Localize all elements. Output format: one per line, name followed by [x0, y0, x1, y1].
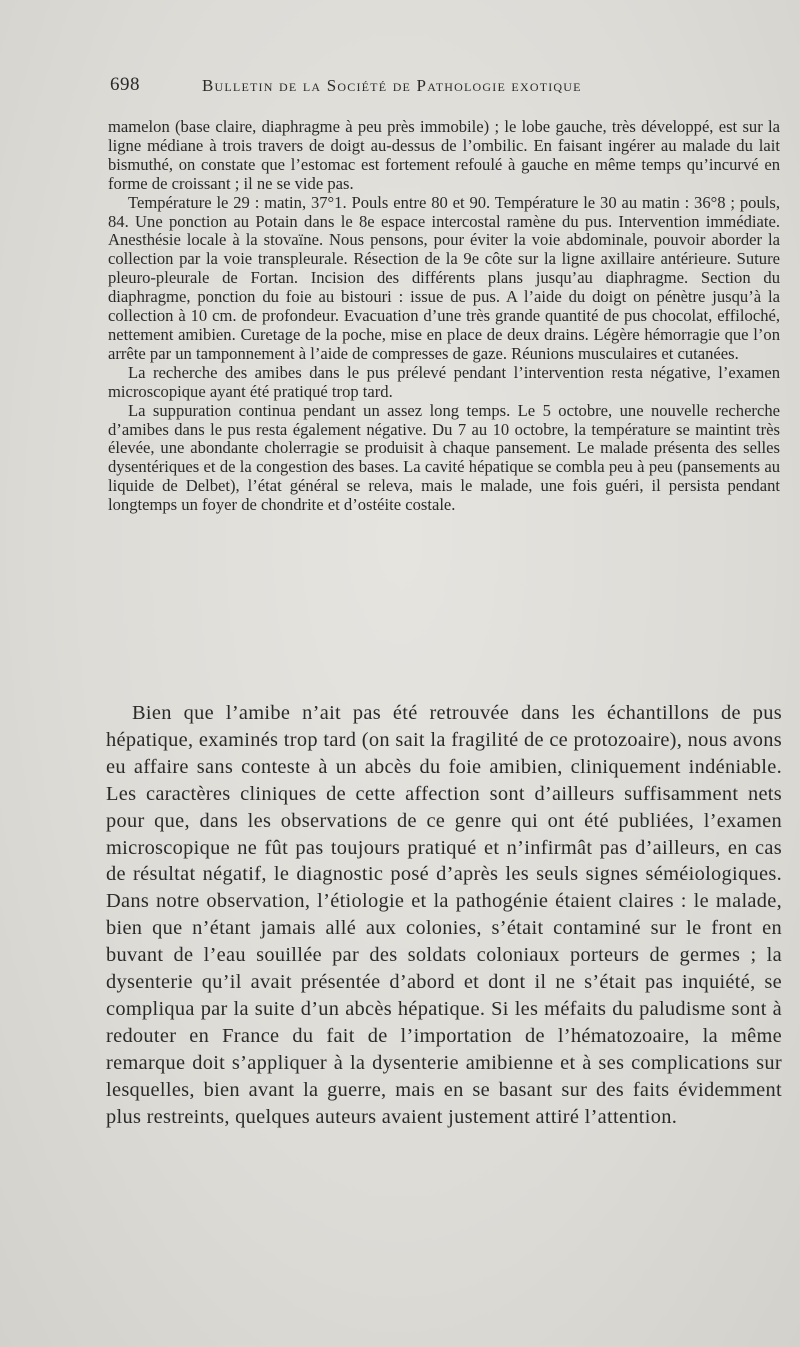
page-number: 698 — [110, 74, 140, 95]
page-header — [110, 74, 690, 104]
paragraph-continuation: mamelon (base claire, diaphragme à peu près immobile) ; le lobe gauche, très développé, est sur la ligne médiane à trois travers de doigt au-dessus de l’ombilic. En faisant ingérer au malade du lait bismuthé, on constate que l’estomac est fortement refoulé à gauche en même temps qu’incurvé en forme de croissant ; il ne se vide pas. — [108, 117, 780, 193]
paragraph-amoeba-search: La recherche des amibes dans le pus prélevé pendant l’intervention resta négative, l’examen microscopique ayant été pratiqué trop tard. — [108, 362, 780, 401]
paragraph-suppuration: La suppuration continua pendant un assez long temps. Le 5 octobre, une nouvelle recherche d’amibes dans le pus resta également négative. Du 7 au 10 octobre, la température se maintint très élevée, une abondante cholerragie se produisit à chaque pansement. Le malade présenta des selles dysentériques et de la congestion des bases. La cavité hépatique se combla peu à peu (pansements au liquide de Delbet), l’état général se releva, mais le malade, une fois guéri, il persista pendant longtemps un foyer de chondrite et d’ostéite costale. — [108, 400, 780, 515]
discussion-text — [106, 700, 782, 1131]
running-title: Bulletin de la Société de Pathologie exotique — [202, 76, 582, 95]
paragraph-temperature: Température le 29 : matin, 37°1. Pouls entre 80 et 90. Température le 30 au matin : 36°8 ; pouls, 84. Une ponction au Potain dans le 8e espace intercostal ramène du pus. Intervention immédiate. Anesthésie locale à la stovaïne. Nous pensons, pour éviter la voie abdominale, pouvoir aborder la collection par la voie transpleurale. Résection de la 9e côte sur la ligne axillaire antérieure. Suture pleuro-pleurale de Fortan. Incision des différents plans jusqu’au diaphragme. Section du diaphragme, ponction du foie au bistouri : issue de pus. A l’aide du doigt on pénètre jusqu’à la collection à 10 cm. de profondeur. Evacuation d’une très grande quantité de pus chocolat, effiloché, nettement amibien. Curetage de la poche, mise en place de deux drains. Légère hémorragie que l’on arrête par un tamponnement à l’aide de compresses de gaze. Réunions musculaires et cutanées. — [108, 192, 780, 363]
paragraph-discussion: Bien que l’amibe n’ait pas été retrouvée dans les échantillons de pus hépatique, examinés trop tard (on sait la fragilité de ce protozoaire), nous avons eu affaire sans conteste à un abcès du foie amibien, cliniquement indéniable. Les caractères cliniques de cette affection sont d’ailleurs suffisamment nets pour que, dans les observations de ce genre qui ont été publiées, l’examen microscopique ne fût pas toujours pratiqué et n’infirmât pas d’ailleurs, en cas de résultat négatif, le diagnostic posé d’après les seuls signes séméiologiques. Dans notre observation, l’étiologie et la pathogénie étaient claires : le malade, bien que n’étant jamais allé aux colonies, s’était contaminé sur le front en buvant de l’eau souillée par des soldats coloniaux porteurs de germes ; la dysenterie qu’il avait présentée d’abord et dont il ne s’était pas inquiété, se compliqua par la suite d’un abcès hépatique. Si les méfaits du paludisme sont à redouter en France du fait de l’importation de l’hématozoaire, la même remarque doit s’appliquer à la dysenterie amibienne et à ses complications sur lesquelles, bien avant la guerre, mais en se basant sur des faits évidemment plus restreints, quelques auteurs avaient justement attiré l’attention. — [106, 702, 782, 1128]
case-report-text — [108, 118, 780, 515]
